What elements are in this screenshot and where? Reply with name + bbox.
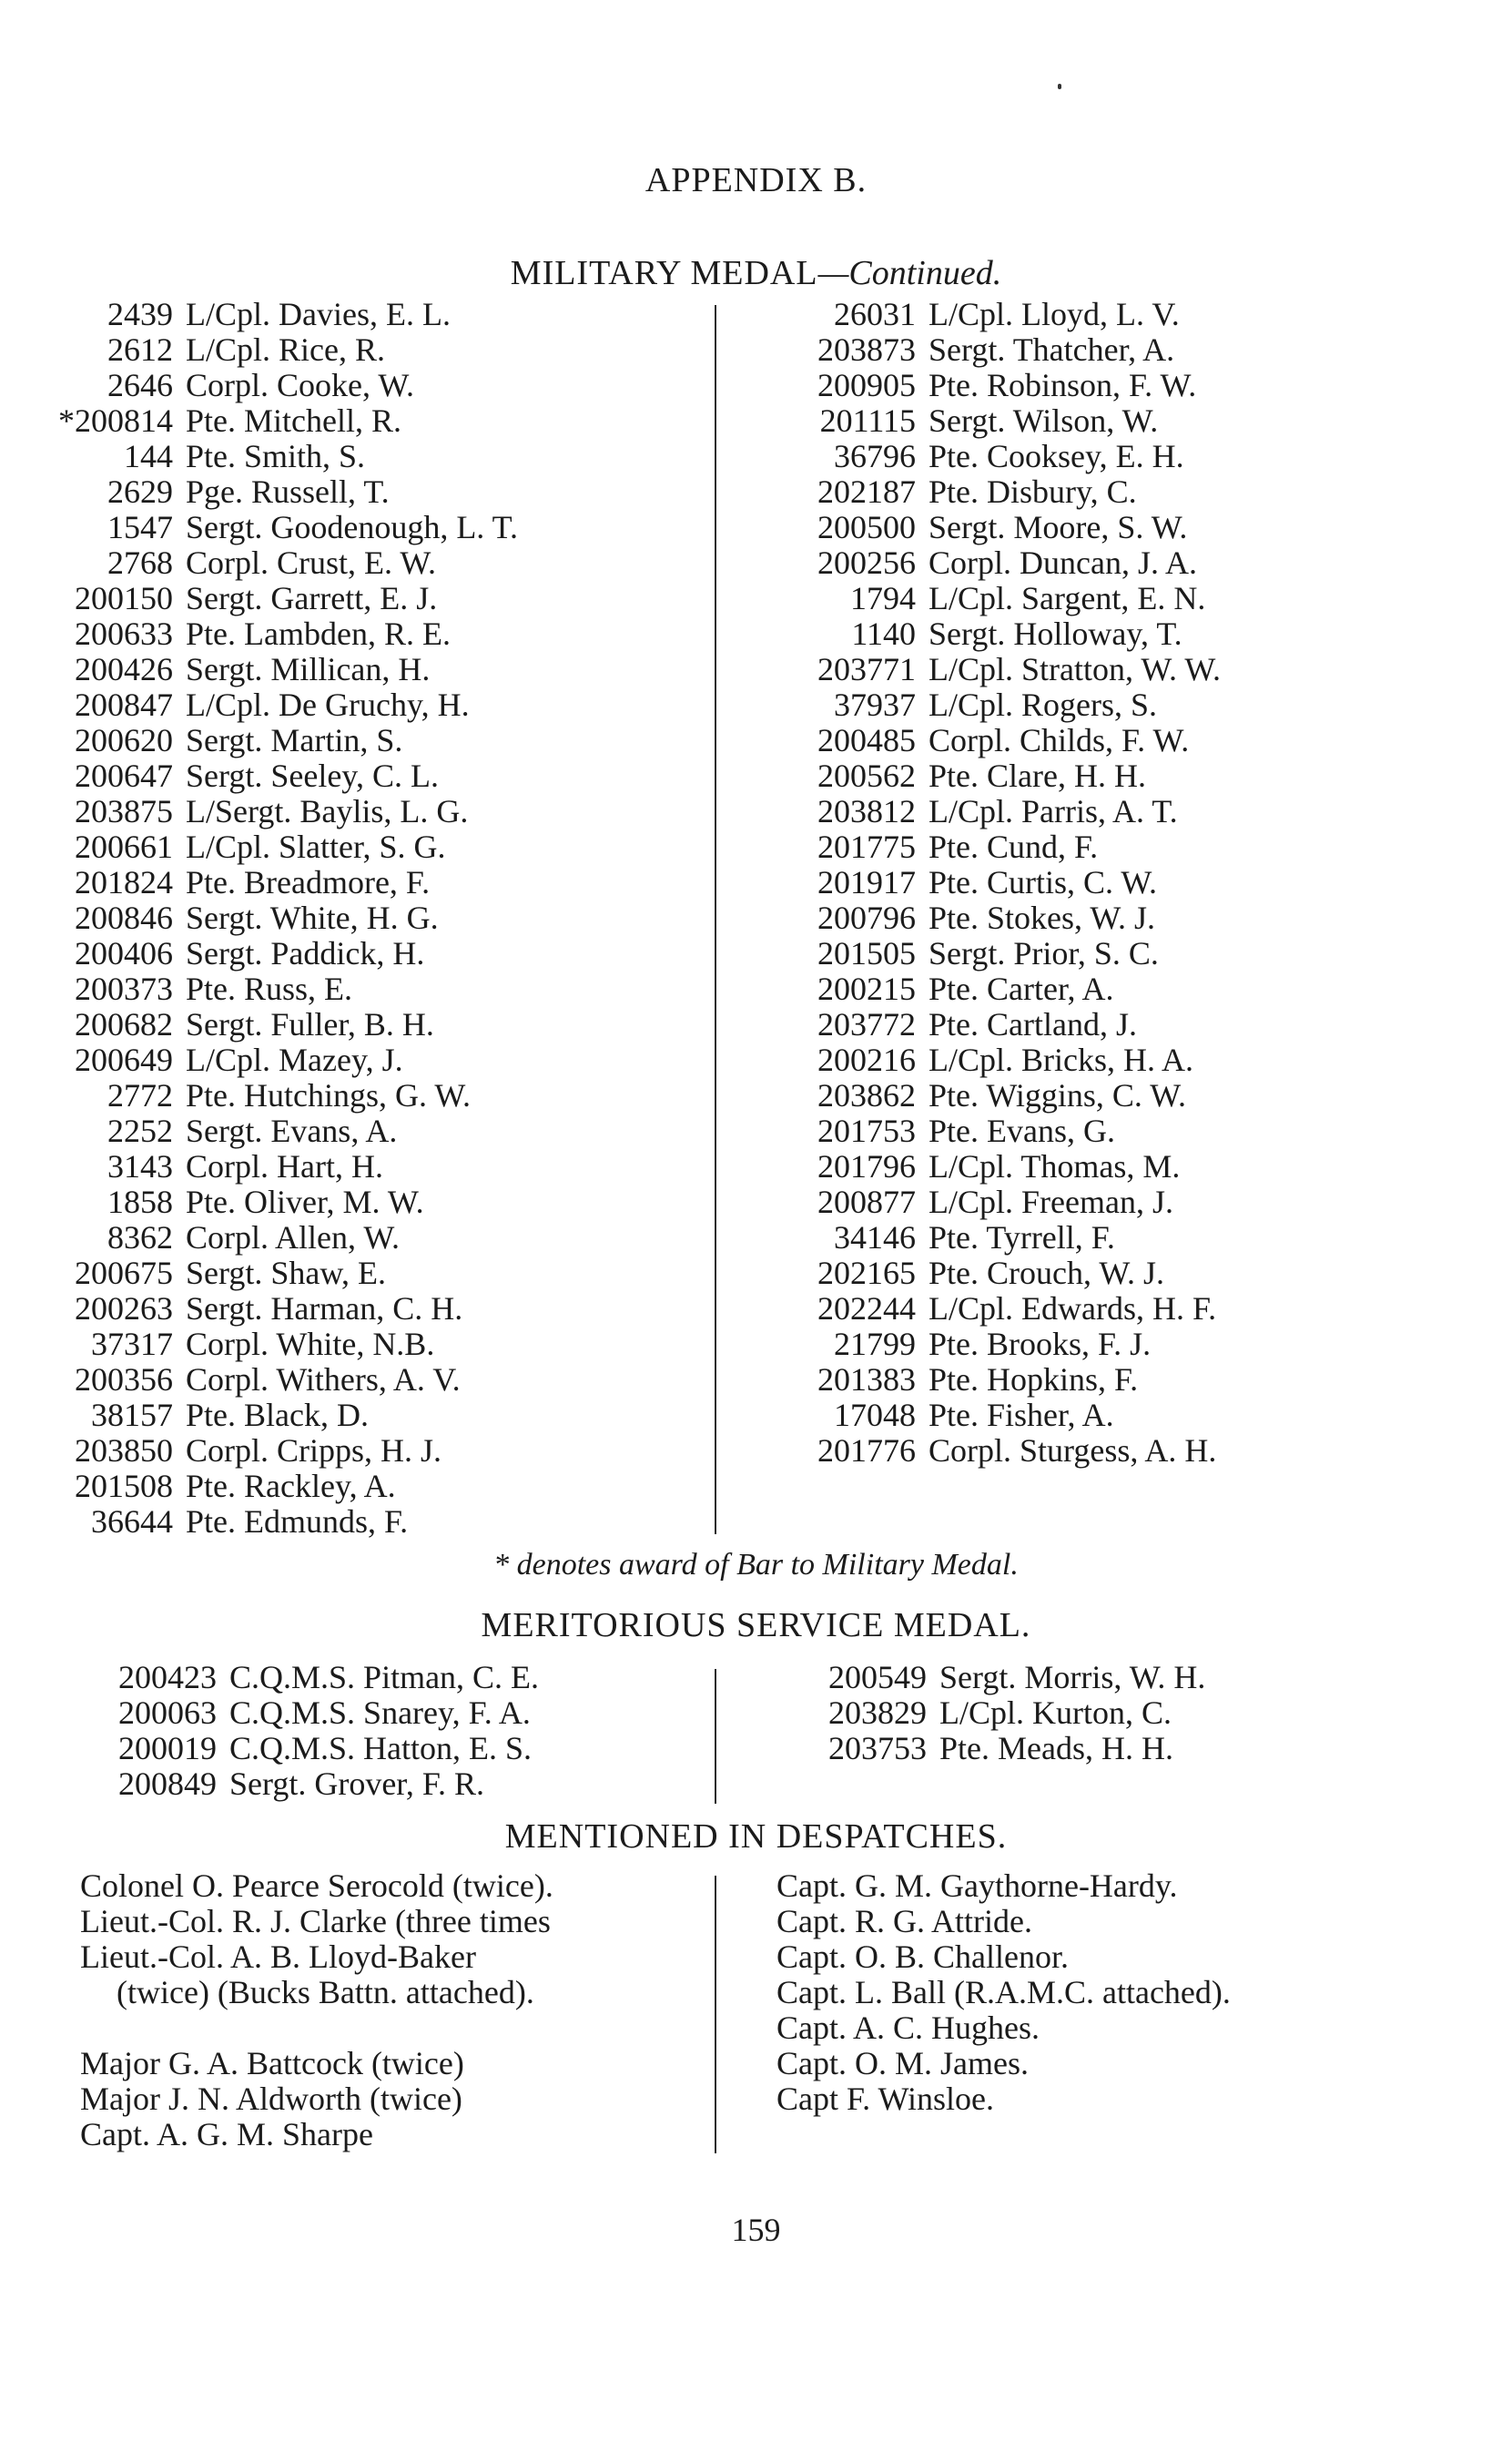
rank-and-name: L/Cpl. Rice, R. [186,331,385,368]
rank-and-name: Sergt. Seeley, C. L. [186,758,439,794]
rank-and-name: L/Cpl. Stratton, W. W. [929,651,1222,687]
list-item [799,1007,1221,1043]
rank-and-name: L/Cpl. Lloyd, L. V. [929,296,1180,332]
rank-and-name: Sergt. White, H. G. [186,900,439,936]
service-number: 200877 [817,1184,916,1220]
list-item [56,829,518,865]
mention-entry: (twice) (Bucks Battn. attached). [117,1974,534,2010]
rank-and-name: Sergt. Harman, C. H. [186,1290,463,1327]
continued-label: —Continued. [817,254,1002,292]
service-number: 8362 [107,1219,173,1256]
rank-and-name: Corpl. Allen, W. [186,1219,401,1256]
mention-entry: Major J. N. Aldworth (twice) [80,2081,462,2117]
service-number: 200649 [75,1042,173,1078]
service-number: 26031 [834,296,916,332]
list-item [56,1043,518,1078]
service-number: 2768 [107,544,173,581]
rank-and-name: Corpl. Crust, E. W. [186,544,437,581]
rank-and-name: L/Cpl. Freeman, J. [929,1184,1173,1220]
service-number: 200063 [118,1694,217,1731]
list-item [56,439,518,474]
appendix-title: APPENDIX B. [644,161,868,199]
service-number: 201796 [817,1148,916,1185]
rank-and-name: Pte. Black, D. [186,1397,369,1433]
list-item [56,581,518,616]
list-item [56,545,518,581]
service-number: 203829 [828,1694,927,1731]
mid-heading: MENTIONED IN DESPATCHES. [504,1817,1008,1856]
list-item [799,368,1221,403]
service-number: 200796 [817,900,916,936]
list-item [799,1114,1221,1149]
list-item [56,1398,518,1433]
service-number: 202187 [817,473,916,510]
service-number: 200661 [75,829,173,865]
list-item [810,1731,1205,1766]
service-number: 36796 [834,438,916,474]
list-item [56,1433,518,1469]
list-item [799,403,1221,439]
rank-and-name: Pte. Tyrrell, F. [929,1219,1115,1256]
rank-and-name: Pte. Stokes, W. J. [929,900,1156,936]
service-number: 17048 [834,1397,916,1433]
service-number: 200019 [118,1730,217,1766]
list-item [799,794,1221,829]
list-item [56,1185,518,1220]
rank-and-name: Pte. Brooks, F. J. [929,1326,1152,1362]
list-item [100,1660,539,1695]
rank-and-name: Pte. Russ, E. [186,971,353,1007]
mention-entry: Major G. A. Battcock (twice) [80,2045,464,2081]
rank-and-name: Pte. Mitchell, R. [186,402,401,439]
list-item [799,723,1221,758]
rank-and-name: Pte. Hopkins, F. [929,1361,1139,1398]
service-number: 37937 [834,687,916,723]
military-medal-right-column [799,297,1221,1469]
rank-and-name: Sergt. Holloway, T. [929,616,1182,652]
rank-and-name: Sergt. Morris, W. H. [939,1659,1206,1695]
list-item [810,1695,1205,1731]
rank-and-name: Pte. Carter, A. [929,971,1114,1007]
service-number: 2646 [107,367,173,403]
list-item [56,900,518,936]
mention-entry: Capt. A. G. M. Sharpe [80,2116,373,2152]
rank-and-name: Pte. Crouch, W. J. [929,1255,1165,1291]
rank-and-name: Pte. Cund, F. [929,829,1099,865]
service-number: 200549 [828,1659,927,1695]
column-divider [715,1669,716,1804]
msm-left-column [100,1660,539,1802]
rank-and-name: Pte. Hutchings, G. W. [186,1077,472,1114]
service-number: 203753 [828,1730,927,1766]
service-number: 201505 [817,935,916,972]
rank-and-name: Pte. Wiggins, C. W. [929,1077,1186,1114]
spacer [80,2010,553,2046]
service-number: 201508 [75,1468,173,1504]
service-number: 201115 [819,402,916,439]
rank-and-name: Corpl. Withers, A. V. [186,1361,461,1398]
list-item [799,1398,1221,1433]
list-item [56,1078,518,1114]
service-number: 202165 [817,1255,916,1291]
rank-and-name: Pte. Disbury, C. [929,473,1137,510]
list-item [56,616,518,652]
service-number: 2252 [107,1113,173,1149]
list-item [56,1220,518,1256]
military-medal-left-column [56,297,518,1540]
rank-and-name: L/Cpl. Parris, A. T. [929,793,1178,829]
rank-and-name: Corpl. Sturgess, A. H. [929,1432,1217,1469]
service-number: 1858 [107,1184,173,1220]
rank-and-name: Sergt. Moore, S. W. [929,509,1188,545]
rank-and-name: Corpl. Childs, F. W. [929,722,1190,758]
mid-left-column [80,1868,553,2152]
service-number: 201753 [817,1113,916,1149]
rank-and-name: Pte. Oliver, M. W. [186,1184,424,1220]
rank-and-name: L/Cpl. Kurton, C. [939,1694,1172,1731]
list-item [799,900,1221,936]
service-number: 200675 [75,1255,173,1291]
service-number: 200263 [75,1290,173,1327]
rank-and-name: Sergt. Garrett, E. J. [186,580,438,616]
list-item [100,1731,539,1766]
service-number: 3143 [107,1148,173,1185]
list-item [799,439,1221,474]
service-number: 2612 [107,331,173,368]
list-item [799,1433,1221,1469]
rank-and-name: Pte. Breadmore, F. [186,864,431,900]
list-item [799,1362,1221,1398]
mention-entry: Capt. R. G. Attride. [776,1903,1032,1939]
list-item [799,297,1221,332]
service-number: 203812 [817,793,916,829]
service-number: 38157 [91,1397,173,1433]
rank-and-name: Pte. Curtis, C. W. [929,864,1158,900]
list-item [799,474,1221,510]
list-item [56,332,518,368]
service-number: 203771 [817,651,916,687]
service-number: 203873 [817,331,916,368]
service-number: 203850 [75,1432,173,1469]
list-item [799,972,1221,1007]
list-item [56,794,518,829]
rank-and-name: Sergt. Thatcher, A. [929,331,1175,368]
list-item [799,1078,1221,1114]
rank-and-name: Pte. Robinson, F. W. [929,367,1197,403]
military-medal-title: MILITARY MEDAL [510,254,818,292]
rank-and-name: Sergt. Fuller, B. H. [186,1006,434,1043]
list-item [56,1007,518,1043]
rank-and-name: Pte. Fisher, A. [929,1397,1114,1433]
rank-and-name: Sergt. Shaw, E. [186,1255,386,1291]
rank-and-name: L/Sergt. Baylis, L. G. [186,793,469,829]
page-number: 159 [731,2212,781,2248]
bar-footnote: * denotes award of Bar to Military Medal. [493,1548,1019,1582]
service-number: 203862 [817,1077,916,1114]
mention-entry: Colonel O. Pearce Serocold (twice). [80,1867,553,1904]
list-item [810,1660,1205,1695]
rank-and-name: Pte. Rackley, A. [186,1468,396,1504]
service-number: 200215 [817,971,916,1007]
rank-and-name: Pte. Edmunds, F. [186,1503,409,1540]
list-item [56,687,518,723]
service-number: 203772 [817,1006,916,1043]
column-divider [715,1876,716,2153]
service-number: 200373 [75,971,173,1007]
mention-entry: Capt. A. C. Hughes. [776,2009,1040,2046]
rank-and-name: Sergt. Wilson, W. [929,402,1159,439]
list-item [56,403,518,439]
list-item [799,865,1221,900]
list-item [799,758,1221,794]
rank-and-name: L/Cpl. Thomas, M. [929,1148,1181,1185]
rank-and-name: Sergt. Martin, S. [186,722,403,758]
service-number: 200406 [75,935,173,972]
service-number: 200620 [75,722,173,758]
mention-entry: Capt. G. M. Gaythorne-Hardy. [776,1867,1178,1904]
list-item [799,616,1221,652]
rank-and-name: Sergt. Paddick, H. [186,935,425,972]
rank-and-name: Corpl. White, N.B. [186,1326,435,1362]
service-number: 201824 [75,864,173,900]
list-item [799,1220,1221,1256]
mid-right-column [776,1868,1231,2117]
list-item [56,1327,518,1362]
list-item [799,1256,1221,1291]
list-item [799,936,1221,972]
rank-and-name: Corpl. Cripps, H. J. [186,1432,442,1469]
rank-and-name: Corpl. Cooke, W. [186,367,415,403]
mention-entry: Capt. O. B. Challenor. [776,1938,1069,1975]
rank-and-name: Sergt. Millican, H. [186,651,431,687]
rank-and-name: L/Cpl. Bricks, H. A. [929,1042,1194,1078]
service-number: 36644 [91,1503,173,1540]
service-number: 203875 [75,793,173,829]
service-number: 200426 [75,651,173,687]
service-number: 37317 [91,1326,173,1362]
mention-entry: Capt. L. Ball (R.A.M.C. attached). [776,1974,1231,2010]
list-item [799,332,1221,368]
service-number: 200150 [75,580,173,616]
rank-and-name: L/Cpl. Slatter, S. G. [186,829,446,865]
msm-right-column [810,1660,1205,1766]
service-number: 200905 [817,367,916,403]
mention-entry: Capt. O. M. James. [776,2045,1029,2081]
list-item [56,1256,518,1291]
mention-entry: Lieut.-Col. R. J. Clarke (three times [80,1903,551,1939]
service-number: 202244 [817,1290,916,1327]
list-item [56,1114,518,1149]
rank-and-name: Pte. Cartland, J. [929,1006,1137,1043]
list-item [799,1291,1221,1327]
list-item [56,1291,518,1327]
service-number: 34146 [834,1219,916,1256]
list-item [56,972,518,1007]
rank-and-name: L/Cpl. Sargent, E. N. [929,580,1206,616]
rank-and-name: L/Cpl. Rogers, S. [929,687,1158,723]
rank-and-name: Sergt. Prior, S. C. [929,935,1159,972]
rank-and-name: L/Cpl. Mazey, J. [186,1042,403,1078]
service-number: 2772 [107,1077,173,1114]
list-item [56,474,518,510]
service-number: 200500 [817,509,916,545]
list-item [799,510,1221,545]
service-number: 1140 [851,616,916,652]
list-item [56,1504,518,1540]
rank-and-name: L/Cpl. De Gruchy, H. [186,687,470,723]
mention-entry: Capt F. Winsloe. [776,2081,995,2117]
service-number: *200814 [58,402,173,439]
service-number: 1794 [850,580,916,616]
list-item [56,1149,518,1185]
list-item [799,652,1221,687]
msm-heading: MERITORIOUS SERVICE MEDAL. [481,1606,1031,1644]
rank-and-name: Sergt. Grover, F. R. [229,1765,485,1802]
service-number: 200846 [75,900,173,936]
ink-speck [1058,84,1061,89]
service-number: 200256 [817,544,916,581]
list-item [799,581,1221,616]
column-divider [715,305,716,1534]
list-item [56,510,518,545]
service-number: 201776 [817,1432,916,1469]
service-number: 1547 [107,509,173,545]
list-item [799,1327,1221,1362]
rank-and-name: Pte. Smith, S. [186,438,366,474]
rank-and-name: Pte. Clare, H. H. [929,758,1146,794]
list-item [56,652,518,687]
rank-and-name: C.Q.M.S. Hatton, E. S. [229,1730,533,1766]
service-number: 200356 [75,1361,173,1398]
list-item [799,687,1221,723]
list-item [799,1185,1221,1220]
service-number: 200485 [817,722,916,758]
list-item [799,829,1221,865]
service-number: 201917 [817,864,916,900]
service-number: 200423 [118,1659,217,1695]
list-item [56,1469,518,1504]
rank-and-name: Corpl. Hart, H. [186,1148,383,1185]
rank-and-name: L/Cpl. Edwards, H. F. [929,1290,1217,1327]
list-item [100,1695,539,1731]
rank-and-name: Corpl. Duncan, J. A. [929,544,1197,581]
rank-and-name: C.Q.M.S. Snarey, F. A. [229,1694,531,1731]
service-number: 200562 [817,758,916,794]
service-number: 200682 [75,1006,173,1043]
rank-and-name: Pge. Russell, T. [186,473,390,510]
military-medal-heading [0,253,1512,293]
list-item [56,758,518,794]
rank-and-name: Sergt. Evans, A. [186,1113,398,1149]
service-number: 200847 [75,687,173,723]
list-item [100,1766,539,1802]
service-number: 200849 [118,1765,217,1802]
service-number: 144 [124,438,173,474]
rank-and-name: Pte. Meads, H. H. [939,1730,1173,1766]
list-item [56,723,518,758]
rank-and-name: Pte. Cooksey, E. H. [929,438,1184,474]
rank-and-name: Pte. Evans, G. [929,1113,1115,1149]
rank-and-name: L/Cpl. Davies, E. L. [186,296,451,332]
rank-and-name: C.Q.M.S. Pitman, C. E. [229,1659,540,1695]
service-number: 201775 [817,829,916,865]
list-item [56,368,518,403]
list-item [799,1149,1221,1185]
service-number: 200633 [75,616,173,652]
service-number: 2439 [107,296,173,332]
list-item [56,936,518,972]
rank-and-name: Sergt. Goodenough, L. T. [186,509,518,545]
service-number: 21799 [834,1326,916,1362]
list-item [56,865,518,900]
list-item [56,297,518,332]
list-item [799,1043,1221,1078]
list-item [799,545,1221,581]
service-number: 200216 [817,1042,916,1078]
service-number: 200647 [75,758,173,794]
mention-entry: Lieut.-Col. A. B. Lloyd-Baker [80,1938,476,1975]
service-number: 2629 [107,473,173,510]
list-item [56,1362,518,1398]
rank-and-name: Pte. Lambden, R. E. [186,616,451,652]
service-number: 201383 [817,1361,916,1398]
